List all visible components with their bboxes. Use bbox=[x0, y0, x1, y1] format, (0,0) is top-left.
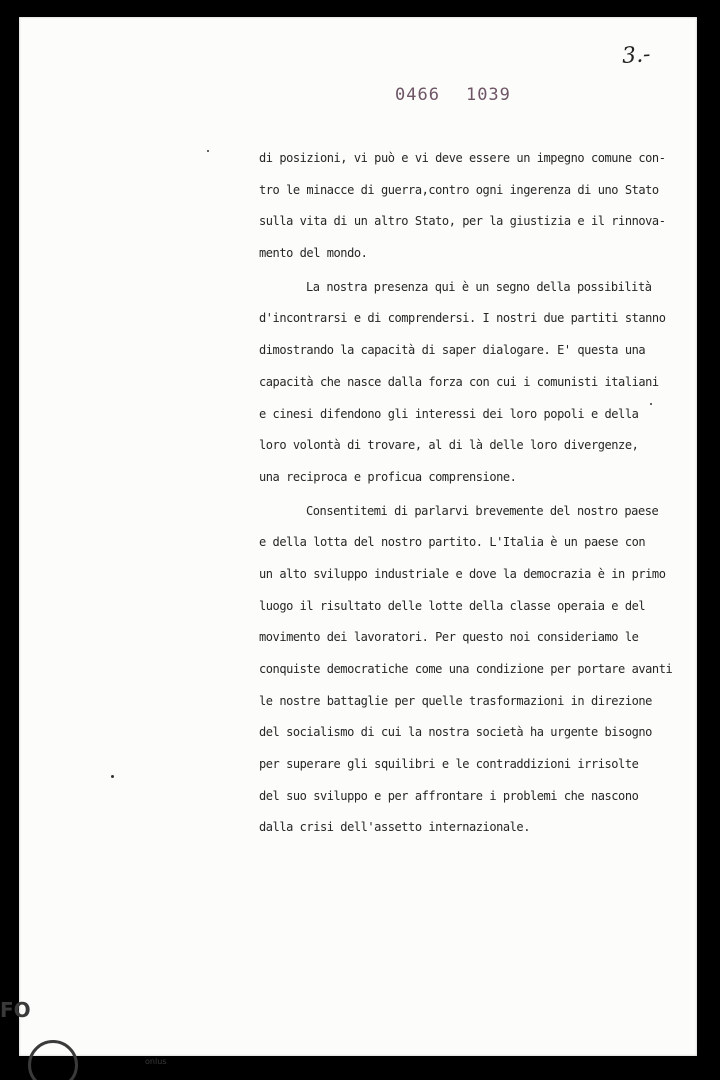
text-line: loro volontà di trovare, al di là delle loro divergenze, bbox=[259, 438, 639, 453]
archive-stamp-number bbox=[395, 85, 511, 105]
text-line: capacità che nasce dalla forza con cui i comunisti italiani bbox=[259, 374, 659, 389]
text-line: e cinesi difendono gli interessi dei loro popoli e della bbox=[259, 406, 639, 421]
text-line: d'incontrarsi e di comprendersi. I nostri due partiti stanno bbox=[259, 311, 666, 326]
text-line: del socialismo di cui la nostra società ha urgente bisogno bbox=[259, 725, 652, 740]
scan-speck bbox=[650, 403, 652, 405]
text-line: le nostre battaglie per quelle trasformazioni in direzione bbox=[259, 693, 652, 708]
text-line: sulla vita di un altro Stato, per la giustizia e il rinnova- bbox=[259, 214, 666, 229]
text-line: e della lotta del nostro partito. L'Italia è un paese con bbox=[259, 535, 646, 550]
archive-number-left: 0466 bbox=[395, 85, 440, 105]
text-line: una reciproca e proficua comprensione. bbox=[259, 469, 517, 484]
text-line: per superare gli squilibri e le contraddizioni irrisolte bbox=[259, 757, 639, 772]
text-line: di posizioni, vi può e vi deve essere un impegno comune con- bbox=[259, 151, 666, 165]
typed-body-text bbox=[259, 143, 679, 846]
text-line: conquiste democratiche come una condizione per portare avanti bbox=[259, 662, 673, 676]
handwritten-page-number: 3.- bbox=[621, 42, 652, 69]
paragraph bbox=[259, 143, 679, 270]
scan-speck bbox=[111, 775, 114, 778]
text-line: del suo sviluppo e per affrontare i problemi che nascono bbox=[259, 788, 639, 803]
text-line: La nostra presenza qui è un segno della possibilità bbox=[306, 279, 652, 294]
paragraph bbox=[259, 496, 679, 845]
text-line: mento del mondo. bbox=[259, 246, 368, 261]
paragraph bbox=[259, 272, 679, 494]
archive-number-right: 1039 bbox=[465, 85, 511, 105]
text-line: dimostrando la capacità di saper dialogare. E' questa una bbox=[259, 343, 646, 358]
text-line: luogo il risultato delle lotte della classe operaia e del bbox=[259, 598, 646, 613]
text-line: un alto sviluppo industriale e dove la democrazia è in primo bbox=[259, 566, 666, 581]
text-line: dalla crisi dell'assetto internazionale. bbox=[259, 820, 530, 835]
text-line: tro le minacce di guerra,contro ogni ingerenza di uno Stato bbox=[259, 182, 659, 197]
watermark-subtext: onlus bbox=[145, 1057, 167, 1066]
scan-speck bbox=[207, 150, 209, 152]
document-page bbox=[19, 17, 697, 1056]
archive-watermark-logo: FO bbox=[0, 998, 31, 1022]
text-line: movimento dei lavoratori. Per questo noi consideriamo le bbox=[259, 630, 639, 645]
text-line: Consentitemi di parlarvi brevemente del nostro paese bbox=[306, 503, 659, 518]
